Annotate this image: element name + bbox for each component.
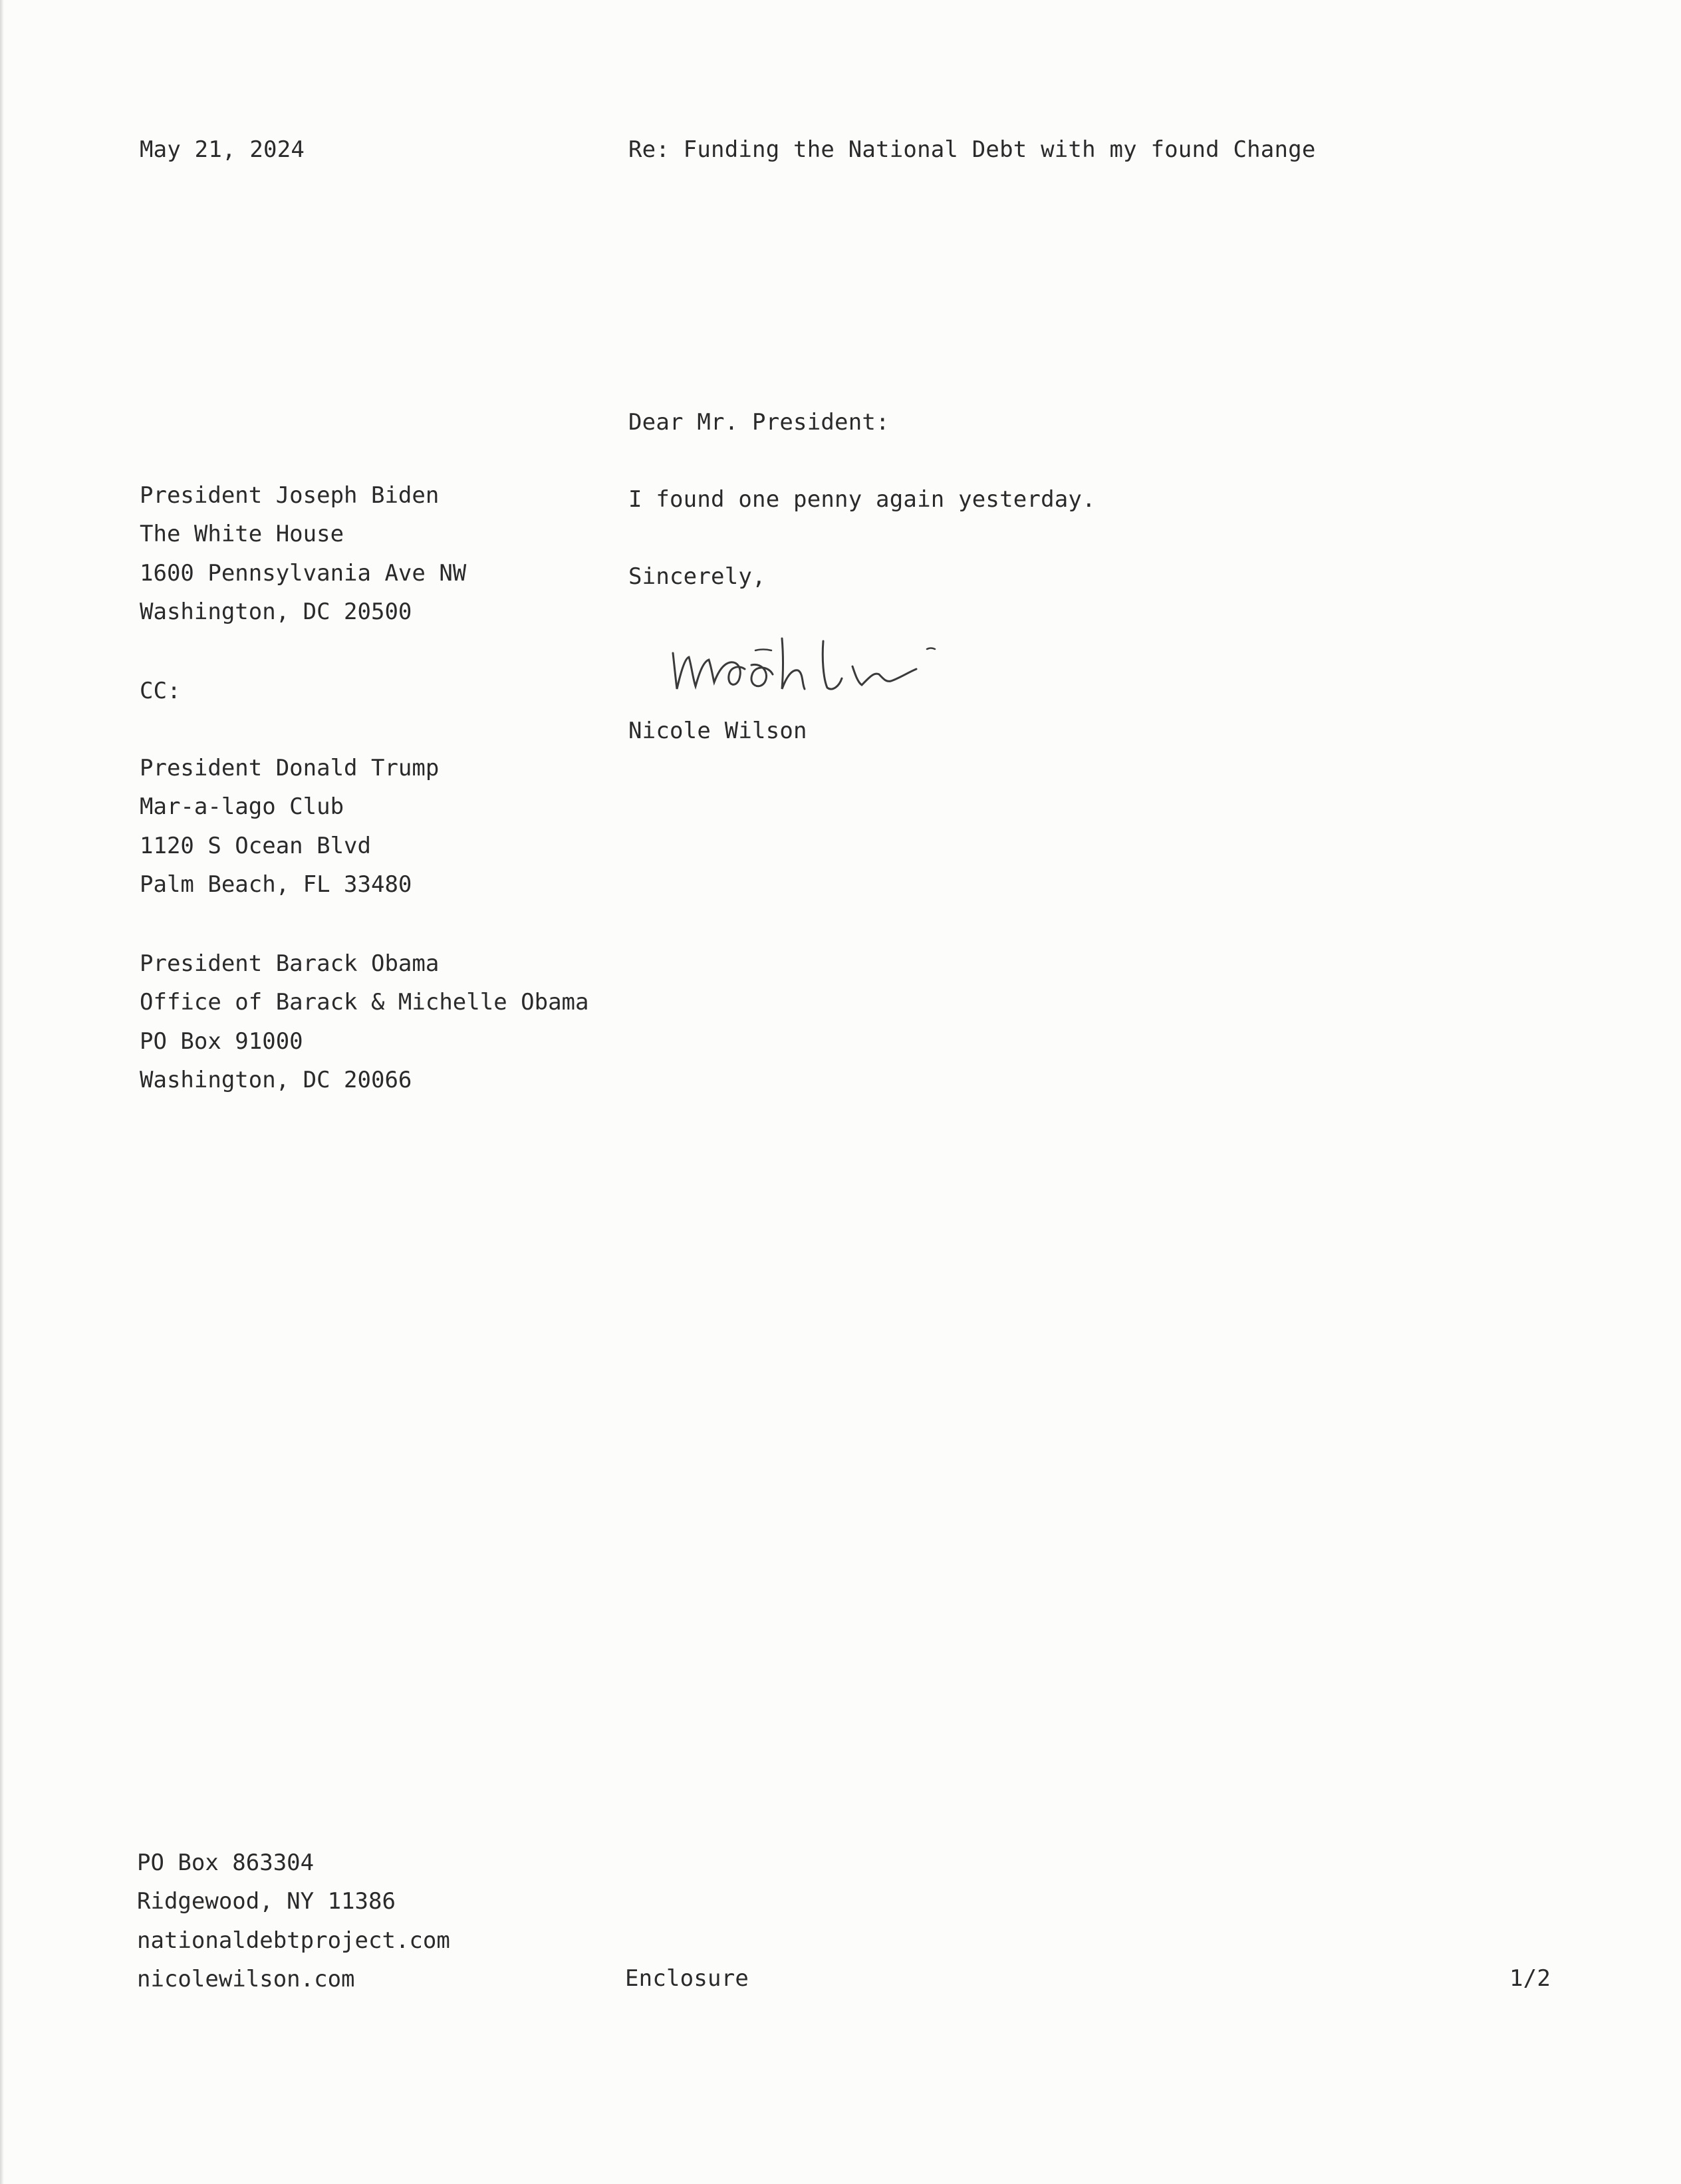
website-link: nicolewilson.com: [137, 1965, 355, 1992]
address-line: The White House: [140, 521, 344, 548]
signature-name: Nicole Wilson: [628, 718, 807, 744]
website-link: nationaldebtproject.com: [137, 1927, 450, 1954]
address-line: PO Box 863304: [137, 1849, 315, 1876]
address-line: Mar-a-lago Club: [140, 793, 344, 821]
address-line: Washington, DC 20500: [140, 598, 412, 625]
cc-address-obama: [140, 944, 589, 1099]
letter-body: I found one penny again yesterday.: [628, 486, 1096, 513]
recipient-address: [140, 476, 466, 631]
closing: Sincerely,: [628, 563, 766, 590]
enclosure-label: Enclosure: [625, 1965, 749, 1992]
address-line: President Joseph Biden: [140, 482, 440, 509]
letter-date: May 21, 2024: [140, 136, 305, 163]
cc-address-trump: [140, 749, 439, 904]
address-line: Ridgewood, NY 11386: [137, 1888, 396, 1915]
address-line: President Barack Obama: [140, 950, 440, 977]
address-line: Washington, DC 20066: [140, 1066, 412, 1093]
letter-subject: Re: Funding the National Debt with my found Change: [628, 136, 1316, 163]
address-line: 1120 S Ocean Blvd: [140, 832, 371, 859]
address-line: 1600 Pennsylvania Ave NW: [140, 559, 467, 587]
cc-label: CC:: [140, 678, 182, 704]
address-line: Palm Beach, FL 33480: [140, 871, 412, 898]
salutation: Dear Mr. President:: [628, 409, 890, 436]
scan-edge: [0, 0, 4, 2184]
address-line: PO Box 91000: [140, 1027, 303, 1055]
address-line: President Donald Trump: [140, 755, 440, 781]
address-line: Office of Barack & Michelle Obama: [140, 989, 589, 1016]
handwritten-signature: [665, 625, 984, 698]
page-number: 1/2: [1509, 1965, 1551, 1992]
sender-address: [137, 1843, 450, 1998]
